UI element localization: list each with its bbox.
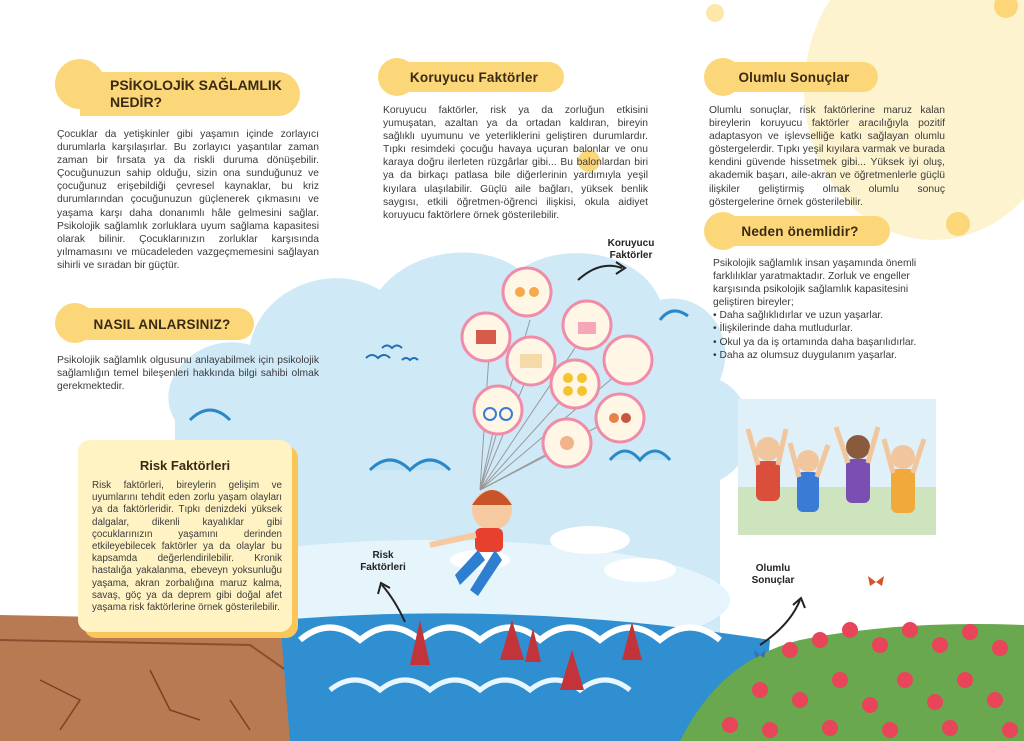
psikolojik-body: Çocuklar da yetişkinler gibi yaşamın içinde zorlayıcı durumlarla karşılaşırlar. Bu zorlayıcı yaşantılar zaman zaman bir fırsata ya da riskli duruma dönüşebilir. Çocuğunuzun sahip olduğu, sizin ona sunduğunuz ve çocuğunuz erişebildiği çevresel kaynaklar, bu kriz durumlarından çocuğunuzun güçlenerek çıkmasını ve yaşama karşı daha donanımlı hâle gelmesini sağlar. Psikolojik sağlamlık zorluklara uyum sağlama kapasitesi olarak bilinir. Çocuklarınızın zorluklar karşısında yılmamasını ve mücadeleden vazgeçmemesini sağlayan sihirli ve sıradan bir güçtür.: [57, 129, 319, 271]
nasil-title: NASIL ANLARSINIZ?: [70, 308, 254, 340]
parents-icon: [596, 394, 644, 442]
koruyucu-title: Koruyucu Faktörler: [384, 62, 564, 92]
emotions-icon: [551, 360, 599, 408]
neden-bullets: [713, 309, 943, 361]
mother-child-icon: [604, 336, 652, 384]
risk-title: Risk Faktörleri: [139, 458, 231, 473]
arrow-icon: [760, 600, 800, 645]
nasil-body: Psikolojik sağlamlık olgusunu anlayabilmek için psikolojik sağlamlığın temel bileşenleri hakkında bilgi sahibi olmak gerekmektedir.: [57, 355, 319, 393]
bicycle-icon: [474, 386, 522, 434]
list-item: • Okul ya da iş ortamında daha başarılıdırlar.: [713, 336, 917, 348]
list-item: • Daha sağlıklıdırlar ve uzun yaşarlar.: [713, 310, 884, 322]
list-item: • İlişkilerinde daha mutludurlar.: [713, 323, 853, 335]
koruyucu-body: Koruyucu faktörler, risk ya da zorluğun etkisini yumuşatan, azaltan ya da ortadan kaldıran, bireyin sağlıklı uyumunu ve yeterliklerini geliştiren durumlardır. Tıpkı resimdeki çocuğu havaya uçuran balonlar ve onu karaya doğru ilerleten rüzgârlar gibi... Bu balonlardan biri ya da birkaçı patlasa bile diğerlerinin yardımıyla yeşil kıyılara ulaşılabilir. Güçlü aile bağları, yüksek benlik saygısı, etkili öğretmen-öğrenci ilişkisi, okula aidiyet koruyucu faktörlere örnek gösterilebilir.: [383, 105, 648, 221]
butterfly-icon: [868, 576, 884, 586]
olumlu-title: Olumlu Sonuçlar: [710, 62, 878, 92]
decor-dot: [706, 4, 724, 22]
happy-kids-image: [738, 399, 936, 535]
list-item: • Daha az olumsuz duygulanım yaşarlar.: [713, 349, 897, 361]
olumlu-body: Olumlu sonuçlar, risk faktörlerine maruz kalan bireylerin koruyucu faktörler aracılığıyla pozitif adaptasyon ve işlevselliğe katkı sağlayan olumlu göstergelerdir. Tıpkı yeşil kıyılara varmak ve burada kendini güvende hissetmek gibi... Yüksek iyi oluş, akademik başarı, aile-akran ve öğretmenlerle güçlü ilişkiler geliştirmiş olmak olumlu sonuç göstergelerine örnek gösterilebilir.: [709, 105, 945, 208]
neden-title: Neden önemlidir?: [710, 216, 890, 246]
risk-label: Risk Faktörleri: [360, 550, 406, 573]
neden-intro: Psikolojik sağlamlık insan yaşamında önemli farklılıklar yaratmaktadır. Zorluk ve engeller karşısında psikolojik sağlamlık kapasitesini geliştiren bireyler;: [713, 258, 917, 309]
olumlu-label: Olumlu Sonuçlar: [751, 563, 795, 586]
psikolojik-title-text: PSİKOLOJİK SAĞLAMLIK NEDİR?: [110, 77, 282, 110]
neden-body: [713, 257, 943, 362]
koruyucu-label: Koruyucu Faktörler: [607, 238, 655, 261]
family-icon: [503, 268, 551, 316]
risk-body: Risk faktörleri, bireylerin gelişim ve uyumlarını tehdit eden zorlu yaşam olayları ya da faktörleridir. Tıpkı denizdeki yüksek dalgalar, dikenli kayalıklar gibi çocuklarınızın yaşamını derinden etkileyebilecek faktörler ya da olaylar bu kapsamda değerlendirilebilir. Kronik hastalığa yakalanma, ebeveyn yoksunluğu yaşama, akran zorbalığına maruz kalma, savaş, göç ya da deprem gibi doğal afet yaşama risk faktörlerine örnek gösterilebilir.: [92, 480, 282, 614]
